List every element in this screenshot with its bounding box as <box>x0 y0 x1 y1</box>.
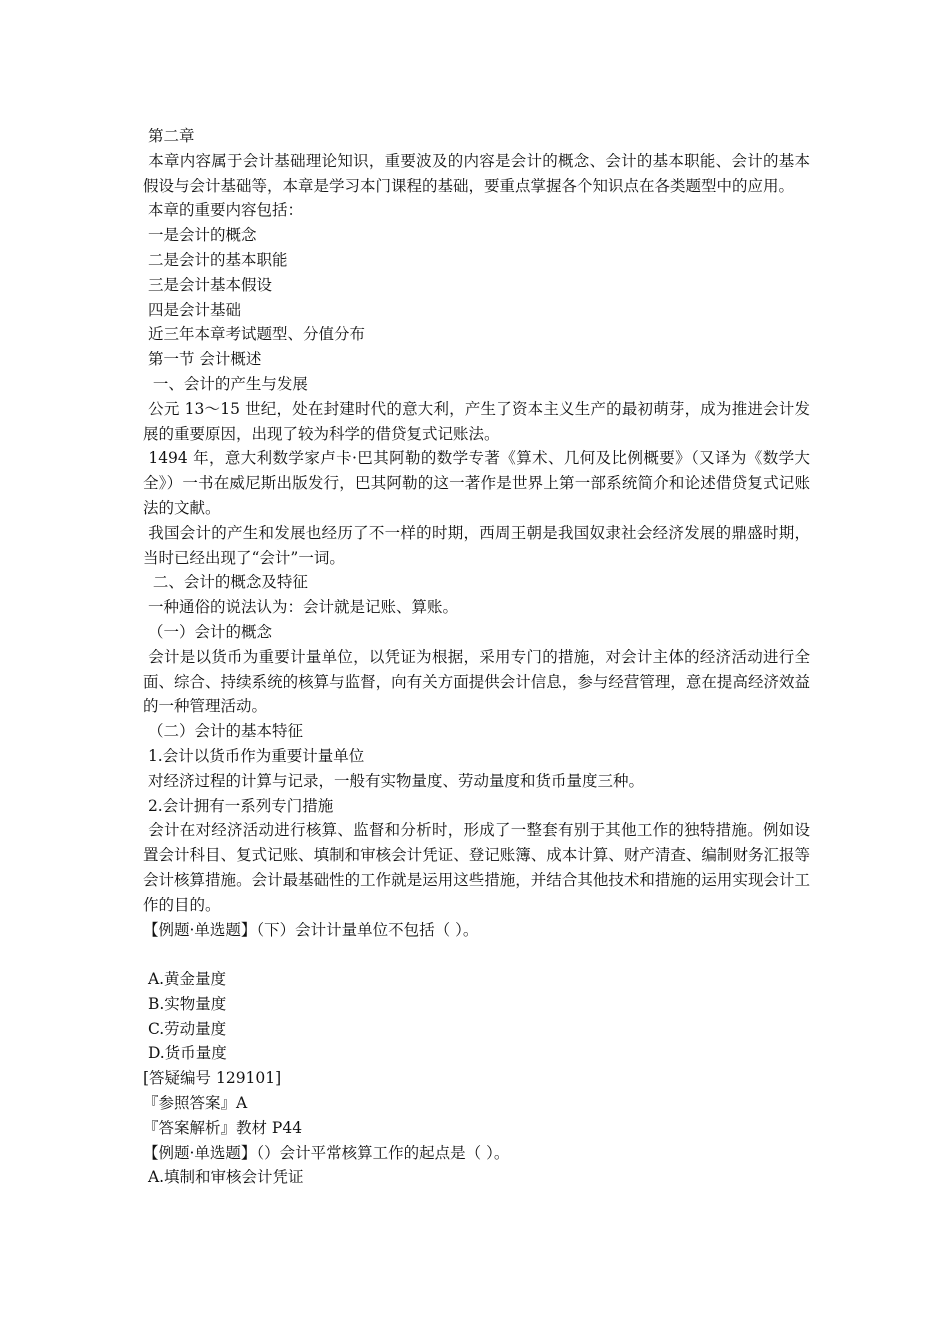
feature-heading: 1.会计以货币作为重要计量单位 <box>143 746 365 765</box>
feature-heading: 2.会计拥有一系列专门措施 <box>143 796 334 815</box>
key-content-item: 一是会计的概念 <box>143 226 257 245</box>
chapter-intro-paragraph: 本章内容属于会计基础理论知识，重要波及的内容是会计的概念、会计的基本职能、会计的基本假设与会计基础等，本章是学习本门课程的基础，要重点掌握各个知识点在各类题型中的应用。 <box>143 151 810 195</box>
document-page <box>143 124 810 1190</box>
subsection-heading: 一、会计的产生与发展 <box>143 374 308 393</box>
key-content-item: 四是会计基础 <box>143 300 241 319</box>
body-paragraph: 一种通俗的说法认为：会计就是记账、算账。 <box>143 598 458 617</box>
section-title: 第一节 会计概述 <box>143 350 262 369</box>
answer-option: A.填制和审核会计凭证 <box>143 1168 304 1187</box>
body-paragraph: 会计在对经济活动进行核算、监督和分析时，形成了一整套有别于其他工作的独特措施。例如设置会计科目、复式记账、填制和审核会计凭证、登记账簿、成本计算、财产清查、编制财务汇报等会计核算措施。会计最基础性的工作就是运用这些措施，并结合其他技术和措施的运用实现会计工作的目的。 <box>143 821 810 914</box>
exam-distribution-line: 近三年本章考试题型、分值分布 <box>143 325 365 344</box>
answer-explanation: 『答案解析』教材 P44 <box>143 1118 303 1137</box>
chapter-title: 第二章 <box>143 127 195 145</box>
answer-option: B.实物量度 <box>143 994 227 1013</box>
blank-line <box>143 942 810 967</box>
sub-heading: （一）会计的概念 <box>143 622 272 641</box>
body-paragraph: 我国会计的产生和发展也经历了不一样的时期，西周王朝是我国奴隶社会经济发展的鼎盛时期，当时已经出现了“会计”一词。 <box>143 523 810 567</box>
body-paragraph: 1494 年，意大利数学家卢卡·巴其阿勒的数学专著《算术、几何及比例概要》（又译为《数学大全》）一书在威尼斯出版发行，巴其阿勒的这一著作是世界上第一部系统简介和论述借贷复式记账法的文献。 <box>143 449 810 517</box>
answer-option: A.黄金量度 <box>143 970 227 989</box>
answer-option: D.货币量度 <box>143 1044 227 1063</box>
sub-heading: （二）会计的基本特征 <box>143 722 303 741</box>
body-paragraph: 对经济过程的计算与记录，一般有实物量度、劳动量度和货币量度三种。 <box>143 771 644 790</box>
key-content-item: 二是会计的基本职能 <box>143 250 288 269</box>
subsection-heading: 二、会计的概念及特征 <box>143 573 308 592</box>
example-question: 【例题·单选题】（）会计平常核算工作的起点是（ ）。 <box>143 1143 510 1162</box>
key-content-heading: 本章的重要内容包括： <box>143 201 303 220</box>
question-id: [答疑编号 129101] <box>143 1069 282 1088</box>
example-question: 【例题·单选题】（下）会计计量单位不包括（ ）。 <box>143 920 479 939</box>
key-content-item: 三是会计基本假设 <box>143 275 272 294</box>
reference-answer: 『参照答案』A <box>143 1094 248 1113</box>
body-paragraph: 公元 13～15 世纪，处在封建时代的意大利，产生了资本主义生产的最初萌芽，成为推进会计发展的重要原因，出现了较为科学的借贷复式记账法。 <box>143 399 810 443</box>
answer-option: C.劳动量度 <box>143 1019 227 1038</box>
body-paragraph: 会计是以货币为重要计量单位，以凭证为根据，采用专门的措施，对会计主体的经济活动进行全面、综合、持续系统的核算与监督，向有关方面提供会计信息，参与经营管理，意在提高经济效益的一种管理活动。 <box>143 647 810 716</box>
